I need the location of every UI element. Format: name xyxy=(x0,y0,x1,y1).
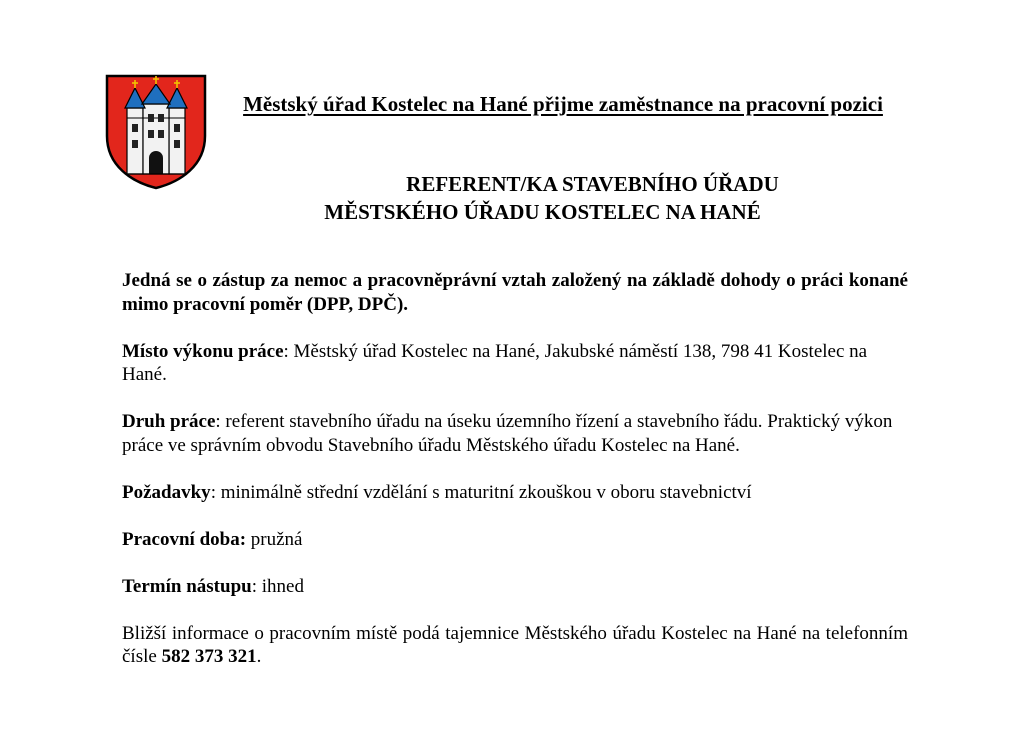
contact-phone: 582 373 321 xyxy=(161,646,257,667)
requirements-paragraph xyxy=(122,481,908,505)
working-hours-label: Pracovní doba: xyxy=(122,528,247,550)
place-label: Místo výkonu práce xyxy=(122,340,284,362)
position-title-line2: MĚSTSKÉHO ÚŘADU KOSTELEC NA HANÉ xyxy=(324,200,761,224)
contact-text: Bližší informace o pracovním místě podá tajemnice Městského úřadu Kostelec na Hané na telefonním čísle xyxy=(122,622,908,667)
start-date-paragraph xyxy=(122,575,908,599)
requirements-label: Požadavky xyxy=(122,481,211,503)
place-paragraph xyxy=(122,340,908,387)
start-date-label: Termín nástupu xyxy=(122,575,252,597)
position-title-line1: REFERENT/KA STAVEBNÍHO ÚŘADU xyxy=(406,172,779,196)
job-description xyxy=(122,269,908,692)
start-date-value: : ihned xyxy=(251,575,304,597)
intro-paragraph: Jedná se o zástup za nemoc a pracovněprávní vztah založený na základě dohody o práci konané mimo pracovní poměr (DPP, DPČ). xyxy=(122,270,908,315)
working-hours-value: pružná xyxy=(246,528,303,550)
coat-of-arms-icon xyxy=(105,74,207,190)
work-type-value: : referent stavebního úřadu na úseku územního řízení a stavebního řádu. Praktický výkon práce ve správním obvodu Stavebního úřadu Městského úřadu Kostelec na Hané. xyxy=(122,411,893,456)
working-hours-paragraph xyxy=(122,528,908,552)
contact-end: . xyxy=(256,646,262,667)
page-heading: Městský úřad Kostelec na Hané přijme zaměstnance na pracovní pozici xyxy=(243,92,883,116)
position-title xyxy=(200,170,920,226)
work-type-paragraph xyxy=(122,410,908,457)
work-type-label: Druh práce xyxy=(122,411,216,432)
requirements-value: : minimálně střední vzdělání s maturitní zkouškou v oboru stavebnictví xyxy=(210,481,752,503)
place-value: : Městský úřad Kostelec na Hané, Jakubské náměstí 138, 798 41 Kostelec na Hané. xyxy=(122,340,868,385)
contact-paragraph xyxy=(122,622,908,669)
